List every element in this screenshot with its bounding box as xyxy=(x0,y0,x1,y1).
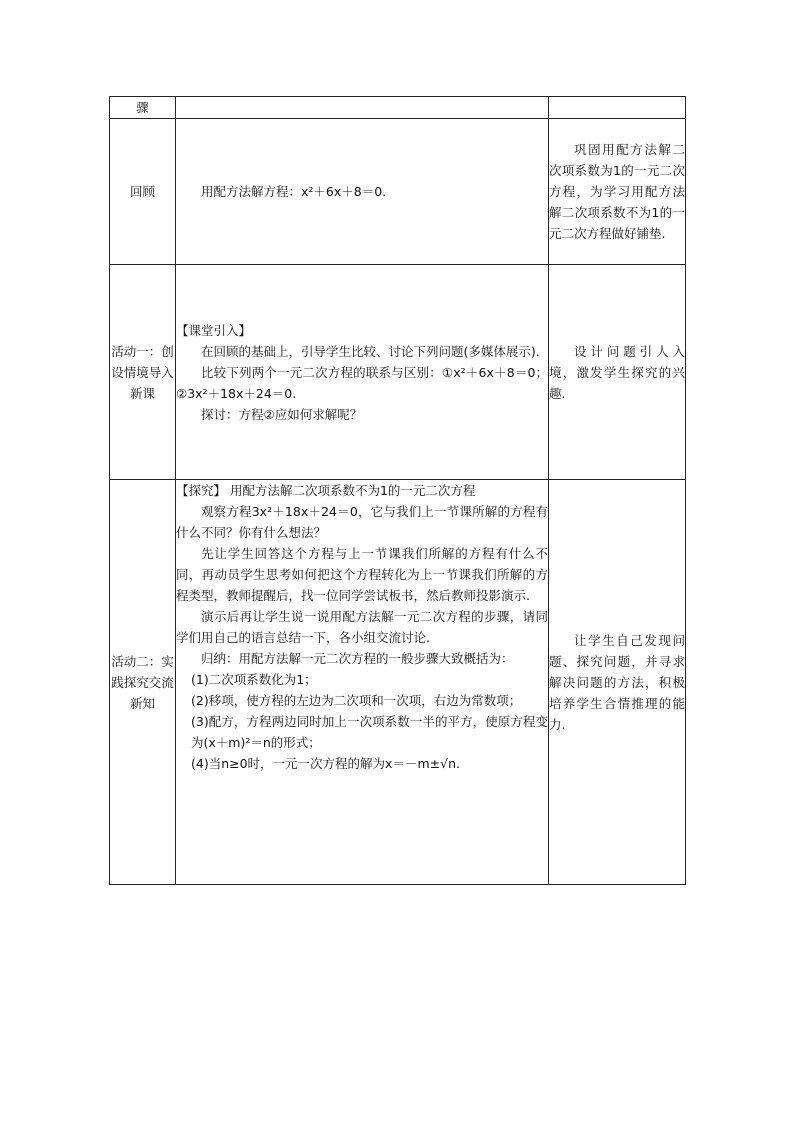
content-cell-activity2 xyxy=(176,480,549,885)
activity2-note: 让学生自己发现问题、探究问题，并寻求解决问题的方法，积极培养学生合情推理的能力. xyxy=(549,632,685,732)
note-cell-review xyxy=(549,119,686,265)
table-row-activity1 xyxy=(110,265,686,480)
content-cell-header xyxy=(176,97,549,119)
note-cell-activity1 xyxy=(549,265,686,480)
content-cell-activity1 xyxy=(176,265,549,480)
note-cell-header xyxy=(549,97,686,119)
review-note: 巩固用配方法解二次项系数为1的一元二次方程，为学习用配方法解二次项系数不为1的一元二次方程做好铺垫. xyxy=(549,142,685,241)
step-label-review: 回顾 xyxy=(110,119,176,265)
note-cell-activity2 xyxy=(549,480,686,885)
activity2-paragraph-2: 先让学生回答这个方程与上一节课我们所解的方程有什么不同，再动员学生思考如何把这个方程转化为上一节课我们所解的方程类型，教师提醒后，找一位同学尝试板书，然后教师投影演示. xyxy=(176,546,548,603)
table-row-header xyxy=(110,97,686,119)
table-row-activity2 xyxy=(110,480,686,885)
activity2-paragraph-1: 观察方程3x²＋18x＋24＝0，它与我们上一节课所解的方程有什么不同？你有什么想法？ xyxy=(176,504,548,540)
step-label-activity2: 活动二：实践探究交流新知 xyxy=(110,480,176,885)
activity2-step-3: (3)配方，方程两边同时加上一次项系数一半的平方，使原方程变为(x＋m)²＝n的形式； xyxy=(191,714,548,750)
activity2-step-1: (1)二次项系数化为1； xyxy=(191,672,317,687)
activity2-heading: 【探究】 用配方法解二次项系数不为1的一元二次方程 xyxy=(176,483,476,498)
content-cell-review xyxy=(176,119,549,265)
review-equation: 用配方法解方程：x²＋6x＋8＝0. xyxy=(201,184,387,199)
activity1-heading: 【课堂引入】 xyxy=(176,322,252,338)
activity1-paragraph-1: 在回顾的基础上，引导学生比较、讨论下列问题(多媒体展示). xyxy=(201,343,540,359)
lesson-table xyxy=(109,96,686,885)
step-label-header: 骤 xyxy=(110,97,176,119)
activity2-paragraph-3: 演示后再让学生说一说用配方法解一元二次方程的步骤，请同学们用自己的语言总结一下，各小组交流讨论. xyxy=(176,609,548,645)
activity2-step-4: (4)当n≥0时，一元一次方程的解为x＝－m±√n. xyxy=(191,756,460,771)
step-label-activity1: 活动一：创设情境导入新课 xyxy=(110,265,176,480)
activity2-step-2: (2)移项，使方程的左边为二次项和一次项，右边为常数项； xyxy=(191,693,522,708)
table-row-review xyxy=(110,119,686,265)
activity1-note: 设计问题引人入境，激发学生探究的兴趣. xyxy=(549,343,685,401)
activity2-paragraph-4: 归纳：用配方法解一元二次方程的一般步骤大致概括为： xyxy=(201,651,514,666)
activity1-paragraph-3: 探讨：方程②应如何求解呢？ xyxy=(201,406,363,422)
activity1-paragraph-2: 比较下列两个一元二次方程的联系与区别：①x²＋6x＋8＝0；②3x²＋18x＋24＝0. xyxy=(176,364,548,401)
